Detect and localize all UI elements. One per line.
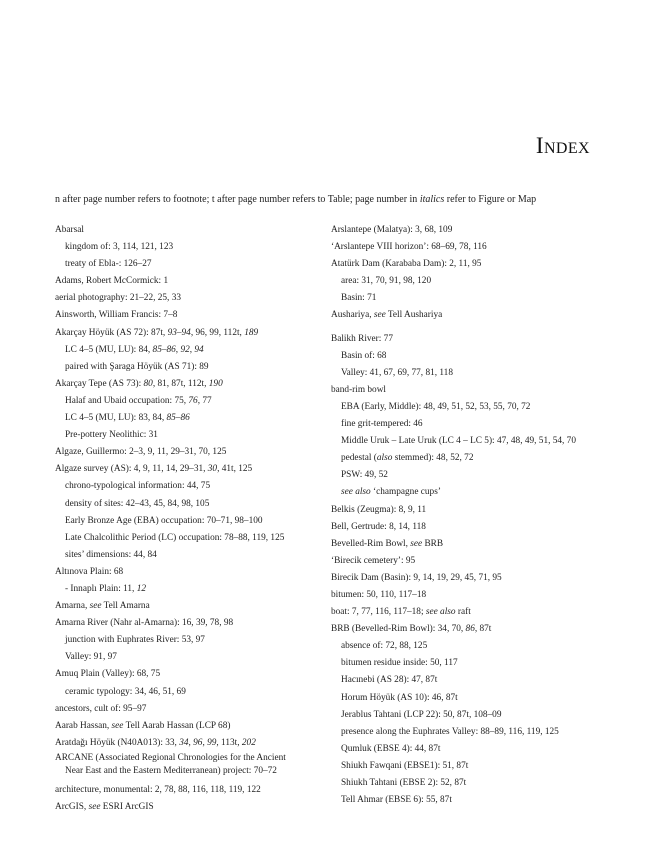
index-entry	[55, 666, 325, 683]
index-entry	[331, 502, 601, 519]
text-segment: architecture, monumental: 2, 78, 88, 116, 118, 119, 122	[55, 785, 261, 796]
italic-text: 99	[207, 737, 217, 748]
text-segment: Tell Amarna	[101, 601, 150, 612]
index-entry	[331, 307, 601, 324]
index-subentry	[331, 792, 601, 809]
index-subentry	[331, 707, 601, 724]
index-subentry	[331, 758, 601, 775]
index-subentry	[331, 672, 601, 689]
italic-text: see	[373, 310, 386, 321]
index-entry	[55, 799, 325, 816]
text-segment: Altınova Plain: 68	[55, 566, 124, 577]
text-segment: Balikh River: 77	[331, 333, 393, 344]
italic-text: italics	[419, 194, 445, 205]
index-entry	[55, 273, 325, 290]
text-segment: aerial photography: 21–22, 25, 33	[55, 293, 181, 304]
index-subentry	[55, 427, 325, 444]
index-entry	[331, 536, 601, 553]
text-segment: Amarna River (Nahr al-Amarna): 16, 39, 78, 98	[55, 618, 234, 629]
text-segment: raft	[455, 607, 471, 618]
index-subentry	[331, 638, 601, 655]
text-segment: ceramic typology: 34, 46, 51, 69	[65, 686, 186, 697]
text-segment: Basin: 71	[341, 293, 377, 304]
text-segment: ,	[189, 344, 195, 355]
text-segment: Bell, Gertrude: 8, 14, 118	[331, 521, 426, 532]
text-segment: ‘champagne cups’	[370, 487, 441, 498]
text-segment: Shiukh Tahtani (EBSE 2): 52, 87t	[341, 778, 467, 788]
index-entry	[331, 519, 601, 536]
text-segment: , 87t	[474, 624, 492, 635]
text-segment: - Innaplı Plain: 11,	[65, 583, 137, 594]
index-entry	[55, 461, 325, 478]
italic-text: 12	[136, 583, 146, 594]
text-segment: refer to Figure or Map	[444, 194, 537, 205]
index-subentry	[55, 496, 325, 513]
text-segment: fine grit-tempered: 46	[341, 419, 423, 430]
text-segment: Middle Uruk – Late Uruk (LC 4 – LC 5): 47, 48, 49, 51, 54, 70	[341, 436, 576, 447]
index-entry	[331, 331, 601, 348]
italic-text: 86	[465, 624, 475, 635]
index-entry	[55, 782, 325, 799]
italic-text: 85–86	[166, 413, 190, 424]
text-segment: Tell Aarab Hassan (LCP 68)	[123, 720, 231, 731]
text-segment: Qumluk (EBSE 4): 44, 87t	[341, 743, 441, 754]
index-subentry	[55, 684, 325, 701]
text-segment: BRB	[422, 538, 444, 549]
index-entry	[55, 444, 325, 461]
index-entry	[55, 376, 325, 393]
index-subentry	[331, 290, 601, 307]
text-segment: pedestal (	[341, 453, 377, 464]
text-segment: Valley: 41, 67, 69, 77, 81, 118	[341, 367, 453, 378]
text-segment: stemmed): 48, 52, 72	[392, 453, 474, 464]
text-segment: Aushariya,	[331, 310, 374, 321]
text-segment: ArcGIS,	[55, 802, 89, 813]
text-segment: bitumen: 50, 110, 117–18	[331, 589, 427, 600]
index-entry	[331, 256, 601, 273]
text-segment: , 77	[197, 395, 212, 406]
italic-text: 190	[208, 378, 223, 389]
text-segment: , 96, 99, 112t,	[190, 327, 245, 338]
text-segment: Akarçay Höyük (AS 72): 87t,	[55, 327, 168, 338]
text-segment: Amuq Plain (Valley): 68, 75	[55, 669, 161, 680]
italic-text: see	[410, 538, 423, 549]
index-entry	[55, 325, 325, 342]
index-subentry	[55, 359, 325, 376]
italic-text: 76	[188, 395, 198, 406]
index-entry	[331, 222, 601, 239]
text-segment: Halaf and Ubaid occupation: 75,	[65, 395, 189, 406]
index-subentry	[55, 513, 325, 530]
index-subentry	[331, 433, 601, 450]
index-entry	[55, 290, 325, 307]
text-segment: bitumen residue inside: 50, 117	[341, 658, 458, 669]
index-entry	[55, 564, 325, 581]
italic-text: see	[88, 802, 101, 813]
index-subentry	[55, 581, 325, 598]
text-segment: treaty of Ebla-: 126–27	[65, 259, 152, 270]
text-segment: ,	[202, 737, 208, 748]
text-segment: Ainsworth, William Francis: 7–8	[55, 310, 178, 321]
index-entry	[55, 701, 325, 718]
index-subentry	[331, 724, 601, 741]
text-segment: , 81, 87t, 112t,	[152, 378, 209, 389]
text-segment: presence along the Euphrates Valley: 88–89, 116, 119, 125	[341, 726, 559, 737]
text-segment: Early Bronze Age (EBA) occupation: 70–71, 98–100	[65, 515, 263, 526]
text-segment: BRB (Bevelled-Rim Bowl): 34, 70,	[331, 624, 466, 635]
italic-text: 85–86	[152, 344, 176, 355]
index-subentry	[331, 416, 601, 433]
index-subentry	[55, 393, 325, 410]
index-subentry	[55, 632, 325, 649]
index-subentry	[55, 256, 325, 273]
index-entry	[331, 239, 601, 256]
index-subentry	[55, 478, 325, 495]
text-segment: ,	[175, 344, 181, 355]
text-segment: Shiukh Fawqani (EBSE1): 51, 87t	[341, 760, 469, 771]
text-segment: EBA (Early, Middle): 48, 49, 51, 52, 53, 55, 70, 72	[341, 401, 531, 412]
index-subentry	[55, 342, 325, 359]
index-entry	[55, 718, 325, 735]
index-column-right	[331, 222, 601, 809]
text-segment: band-rim bowl	[331, 384, 386, 395]
italic-text: 93–94	[167, 327, 191, 338]
index-subentry	[331, 655, 601, 672]
text-segment: Akarçay Tepe (AS 73):	[55, 378, 144, 389]
text-segment: density of sites: 42–43, 45, 84, 98, 105	[65, 498, 210, 509]
text-segment: Atatürk Dam (Karababa Dam): 2, 11, 95	[331, 259, 482, 270]
text-segment: PSW: 49, 52	[341, 470, 388, 481]
index-entry	[55, 752, 325, 765]
text-segment: Jerablus Tahtani (LCP 22): 50, 87t, 108–09	[341, 709, 502, 720]
italic-text: 189	[244, 327, 259, 338]
italic-text: see also	[341, 487, 371, 498]
index-entry	[55, 615, 325, 632]
text-segment: boat: 7, 77, 116, 117–18;	[331, 607, 426, 618]
text-segment: LC 4–5 (MU, LU): 84,	[65, 344, 153, 355]
italic-text: also	[376, 453, 393, 464]
italic-text: 202	[241, 737, 256, 748]
text-segment: Birecik Dam (Basin): 9, 14, 19, 29, 45, 71, 95	[331, 572, 502, 583]
index-entry	[331, 382, 601, 399]
index-entry	[331, 604, 601, 621]
text-segment: Algaze survey (AS): 4, 9, 11, 14, 29–31,	[55, 464, 208, 475]
text-segment: Abarsal	[55, 225, 84, 235]
text-segment: Belkis (Zeugma): 8, 9, 11	[331, 504, 427, 515]
index-subentry	[55, 239, 325, 256]
text-segment: kingdom of: 3, 114, 121, 123	[65, 242, 174, 253]
text-segment: ESRI ArcGIS	[100, 802, 154, 813]
index-subentry	[331, 484, 601, 501]
text-segment: , 41t, 125	[217, 464, 253, 475]
index-subentry	[331, 741, 601, 758]
index-subentry	[331, 775, 601, 792]
text-segment: Horum Höyük (AS 10): 46, 87t	[341, 692, 458, 703]
text-segment: Valley: 91, 97	[65, 652, 117, 663]
text-segment: Near East and the Eastern Mediterranean) project: 70–72	[65, 766, 277, 777]
text-segment: LC 4–5 (MU, LU): 83, 84,	[65, 413, 167, 424]
index-subentry	[331, 399, 601, 416]
index-entry	[331, 587, 601, 604]
text-segment: paired with Şaraga Höyük (AS 71): 89	[65, 361, 209, 372]
index-note	[55, 193, 615, 206]
text-segment: Late Chalcolithic Period (LC) occupation: 78–88, 119, 125	[65, 532, 285, 543]
text-segment: Aarab Hassan,	[55, 720, 112, 731]
index-subentry	[331, 690, 601, 707]
text-segment: n after page number refers to footnote; t after page number refers to Table; page number in	[55, 194, 420, 205]
text-segment: ‘Birecik cemetery’: 95	[331, 555, 416, 566]
text-segment: Pre-pottery Neolithic: 31	[65, 430, 158, 441]
italic-text: 80	[143, 378, 153, 389]
text-segment: ancestors, cult of: 95–97	[55, 703, 147, 714]
text-segment: ‘Arslantepe VIII horizon’: 68–69, 78, 116	[331, 242, 487, 253]
text-segment: Tell Aushariya	[385, 310, 443, 321]
italic-text: 96	[193, 737, 203, 748]
italic-text: see also	[425, 607, 456, 618]
text-segment: Bevelled-Rim Bowl,	[331, 538, 411, 549]
text-segment: chrono-typological information: 44, 75	[65, 481, 211, 492]
text-segment: Algaze, Guillermo: 2–3, 9, 11, 29–31, 70, 125	[55, 447, 227, 458]
text-segment: Hacınebi (AS 28): 47, 87t	[341, 675, 438, 686]
index-entry	[331, 553, 601, 570]
index-entry	[55, 735, 325, 752]
italic-text: 94	[194, 344, 204, 355]
index-column-left	[55, 222, 325, 816]
index-subentry	[331, 273, 601, 290]
italic-text: see	[111, 720, 124, 731]
text-segment: Aratdağı Höyük (N40A013): 33,	[55, 737, 180, 748]
text-segment: ,	[188, 737, 194, 748]
text-segment: , 113t,	[216, 737, 242, 748]
text-segment: Adams, Robert McCormick: 1	[55, 276, 169, 287]
index-subentry	[55, 530, 325, 547]
index-entry	[55, 765, 325, 782]
italic-text: 30	[207, 464, 218, 475]
text-segment: Amarna,	[55, 601, 90, 612]
index-subentry	[55, 649, 325, 666]
index-subentry	[331, 467, 601, 484]
italic-text: see	[89, 601, 102, 612]
index-entry	[331, 621, 601, 638]
italic-text: 92	[180, 344, 190, 355]
text-segment: absence of: 72, 88, 125	[341, 641, 428, 652]
index-subentry	[331, 348, 601, 365]
page-title: Index	[535, 133, 590, 158]
text-segment: sites’ dimensions: 44, 84	[65, 549, 157, 560]
index-subentry	[331, 365, 601, 382]
index-entry	[55, 307, 325, 324]
index-subentry	[331, 450, 601, 467]
text-segment: Basin of: 68	[341, 350, 387, 361]
text-segment: area: 31, 70, 91, 98, 120	[341, 276, 432, 287]
index-entry	[55, 222, 325, 239]
index-entry	[331, 570, 601, 587]
text-segment: junction with Euphrates River: 53, 97	[65, 635, 205, 646]
text-segment: ARCANE (Associated Regional Chronologies for the Ancient	[55, 752, 286, 763]
index-entry	[55, 598, 325, 615]
text-segment: Tell Ahmar (EBSE 6): 55, 87t	[341, 795, 452, 806]
index-subentry	[55, 547, 325, 564]
index-subentry	[55, 410, 325, 427]
text-segment: Arslantepe (Malatya): 3, 68, 109	[331, 225, 453, 235]
italic-text: 34	[179, 737, 189, 748]
